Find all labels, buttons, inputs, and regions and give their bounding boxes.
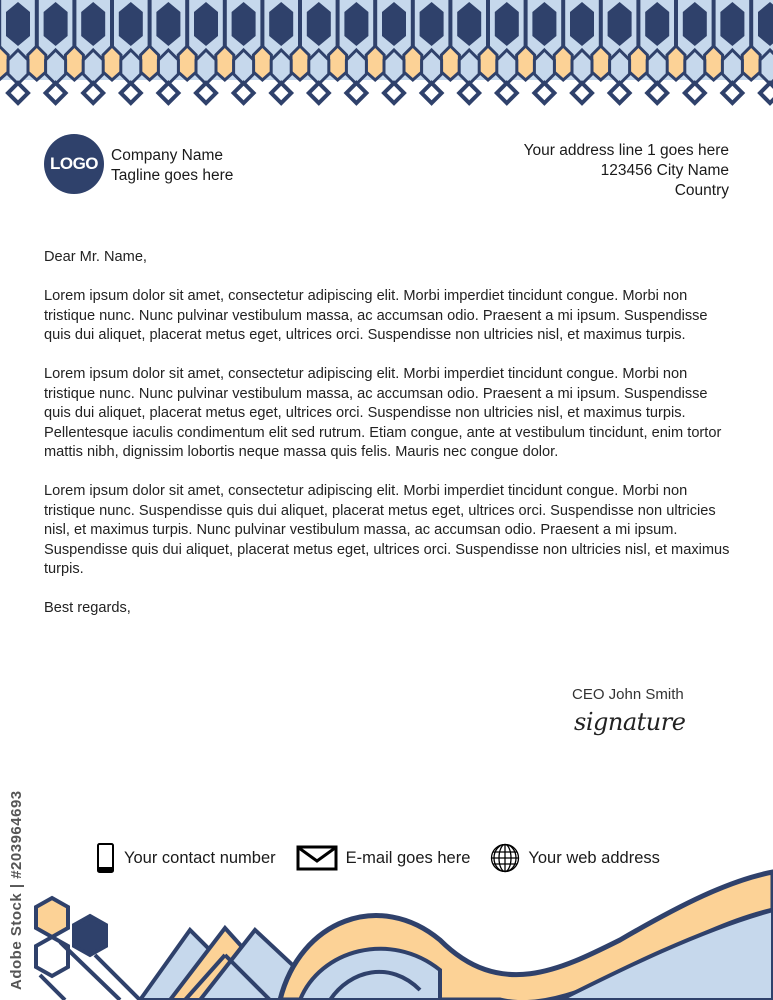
- pattern-hex-light: [459, 50, 479, 84]
- pattern-hex-light: [422, 50, 442, 84]
- pattern-diamond: [83, 83, 103, 103]
- pattern-diamond: [271, 83, 291, 103]
- pattern-hex-orange: [404, 46, 422, 80]
- web-text: Your web address: [528, 848, 660, 867]
- pattern-diamond: [46, 83, 66, 103]
- header-pattern: [0, 0, 773, 110]
- signature: signature: [574, 708, 686, 736]
- hexagons: [36, 898, 140, 1000]
- address-block: [524, 141, 729, 201]
- pattern-diamond: [497, 83, 517, 103]
- address-line-2: 123456 City Name: [600, 162, 729, 179]
- paragraph: Lorem ipsum dolor sit amet, consectetur adipiscing elit. Morbi imperdiet tincidunt congue. Morbi non tristique nunc. Suspendisse quis dui aliquet, placerat metus eget, ultrices orci. Suspendisse non ultricies nisl, et maximus turpis. Nunc pulvinar vestibulum massa, ac accumsan odio. Praesent a mi ipsum. Suspendisse quis dui aliquet, placerat metus eget, ultrices orci. Suspendisse non ultricies nisl, et maximus turpis.: [44, 483, 730, 577]
- pattern-hex-light: [534, 50, 554, 84]
- pattern-hex-orange: [667, 46, 685, 80]
- pattern-diamond: [647, 83, 667, 103]
- pattern-hex-orange: [554, 46, 572, 80]
- company-tagline: Tagline goes here: [111, 167, 234, 184]
- address-line-1: Your address line 1 goes here: [523, 142, 729, 159]
- pattern-hex-orange: [479, 46, 497, 80]
- letter-body: [44, 248, 734, 638]
- pattern-hex-light: [46, 50, 66, 84]
- pattern-diamond: [121, 83, 141, 103]
- pattern-hex-orange: [216, 46, 234, 80]
- pattern-hex-orange: [178, 46, 196, 80]
- pattern-hex-light: [647, 50, 667, 84]
- pattern-hex-orange: [517, 46, 535, 80]
- email-text: E-mail goes here: [345, 848, 471, 867]
- pattern-hex-orange: [329, 46, 347, 80]
- company-logo: LOGO: [44, 134, 104, 194]
- pattern-hex-light: [722, 50, 742, 84]
- pattern-hex-light: [271, 50, 291, 84]
- pattern-hex-orange: [65, 46, 83, 80]
- pattern-hex-orange: [103, 46, 121, 80]
- pattern-hex-light: [346, 50, 366, 84]
- pattern-diamond: [722, 83, 742, 103]
- pattern-diamond: [459, 83, 479, 103]
- pattern-hex-orange: [441, 46, 459, 80]
- pattern-diamond: [196, 83, 216, 103]
- pattern-diamond: [685, 83, 705, 103]
- pattern-hex-orange: [253, 46, 271, 80]
- pattern-diamond: [158, 83, 178, 103]
- pattern-diamond: [572, 83, 592, 103]
- address-line-3: Country: [674, 182, 729, 199]
- pattern-diamond: [309, 83, 329, 103]
- pattern-hex-light: [572, 50, 592, 84]
- pattern-hex-orange: [291, 46, 309, 80]
- pattern-hex-light: [610, 50, 630, 84]
- pattern-hex-light: [234, 50, 254, 84]
- paragraph: Lorem ipsum dolor sit amet, consectetur adipiscing elit. Morbi imperdiet tincidunt congue. Morbi non tristique nunc. Nunc pulvinar vestibulum massa, ac accumsan odio. Praesent a mi ipsum. Suspendisse quis dui aliquet, placerat metus eget, ultrices orci. Suspendisse non ultricies nisl, et maximus turpis.: [44, 288, 708, 343]
- pattern-diamond: [610, 83, 630, 103]
- pattern-hex-orange: [28, 46, 46, 80]
- pattern-hex-light: [685, 50, 705, 84]
- pattern-hex-light: [309, 50, 329, 84]
- paragraph: Lorem ipsum dolor sit amet, consectetur adipiscing elit. Morbi imperdiet tincidunt congue. Morbi non tristique nunc. Nunc pulvinar vestibulum massa, ac accumsan odio. Praesent a mi ipsum. Suspendisse quis dui aliquet, placerat metus eget, ultrices orci. Suspendisse non ultricies nisl, et maximus turpis. Pellentesque iaculis condimentum elit sed rutrum. Etiam congue, ante at vestibulum tincidunt, enim tortor mattis nibh, dignissim lobortis neque massa quis felis. Mauris nec congue dolor.: [44, 366, 722, 460]
- pattern-hex-light: [384, 50, 404, 84]
- pattern-hex-light: [83, 50, 103, 84]
- pattern-hex-light: [196, 50, 216, 84]
- pattern-diamond: [534, 83, 554, 103]
- company-block: [111, 146, 233, 186]
- pattern-hex-orange: [592, 46, 610, 80]
- pattern-hex-orange: [141, 46, 159, 80]
- watermark: Adobe Stock | #203964693: [8, 790, 25, 990]
- signer-name: CEO John Smith: [572, 686, 684, 703]
- pattern-hex-orange: [705, 46, 723, 80]
- closing: Best regards,: [44, 600, 131, 616]
- pattern-diamond: [234, 83, 254, 103]
- salutation: Dear Mr. Name,: [44, 249, 147, 265]
- pattern-hex-orange: [366, 46, 384, 80]
- pattern-diamond: [384, 83, 404, 103]
- company-name: Company Name: [111, 147, 223, 164]
- pattern-diamond: [8, 83, 28, 103]
- pattern-hex-light: [8, 50, 28, 84]
- pattern-hex-orange: [629, 46, 647, 80]
- pattern-hex-light: [497, 50, 517, 84]
- footer-art: [0, 860, 773, 1000]
- phone-text: Your contact number: [124, 848, 276, 867]
- pattern-diamond: [760, 83, 773, 103]
- pattern-diamond: [346, 83, 366, 103]
- pattern-hex-light: [158, 50, 178, 84]
- pattern-diamond: [422, 83, 442, 103]
- pattern-hex-orange: [742, 46, 760, 80]
- pattern-hex-light: [121, 50, 141, 84]
